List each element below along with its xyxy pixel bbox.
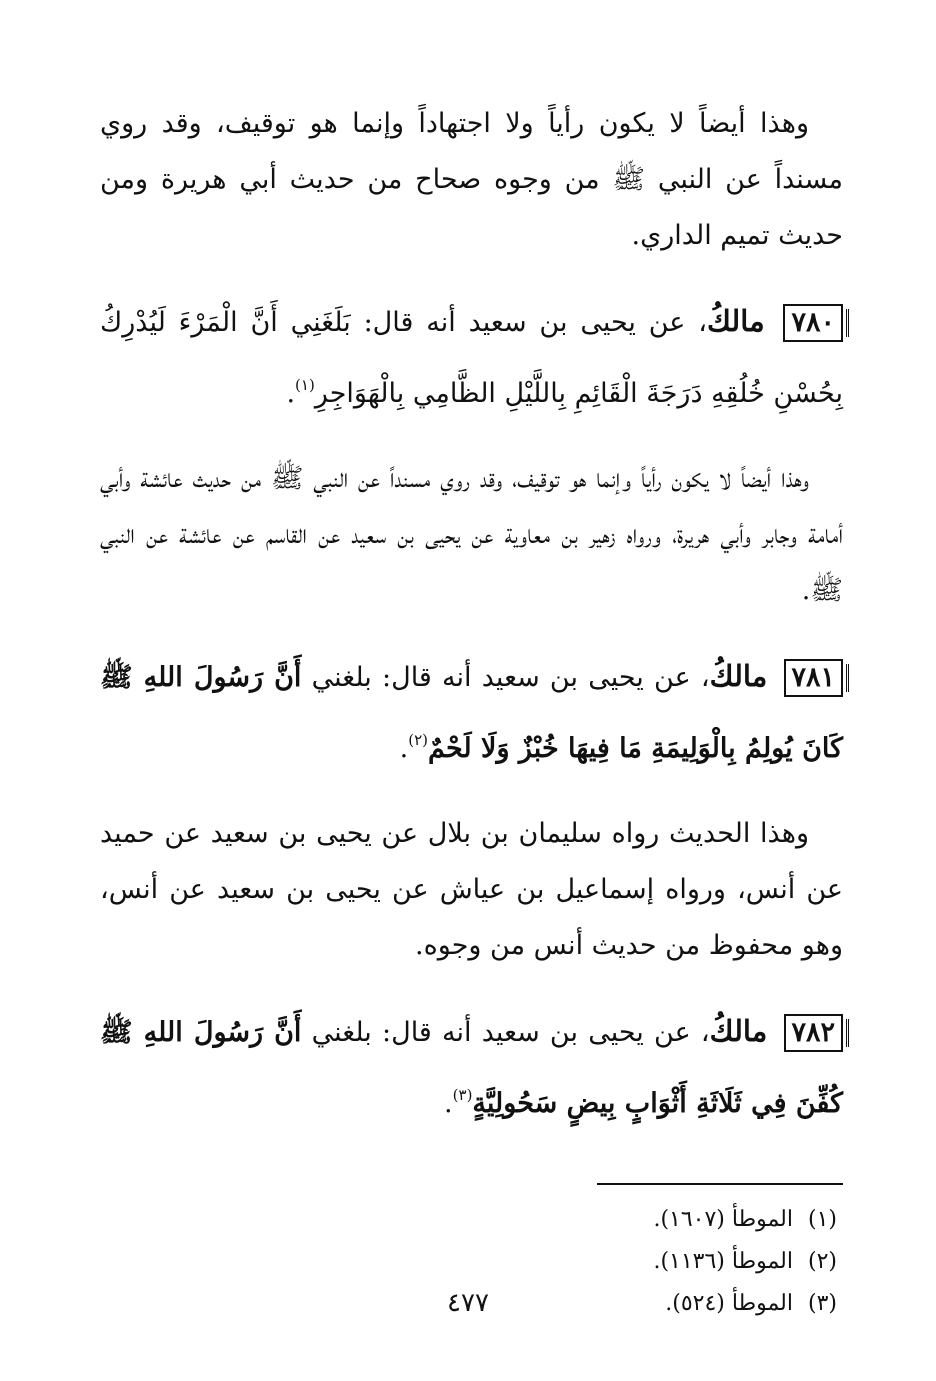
hadith-number-781: ٧٨١ bbox=[784, 659, 844, 697]
page-number: ٤٧٧ bbox=[447, 1288, 489, 1318]
footnote-divider bbox=[597, 1183, 843, 1185]
footnote-number: (٢) bbox=[807, 1249, 837, 1274]
hadith-text: أَنَّ رَسُولَ اللهِ ﷺ كَانَ يُولِمُ بِالْوَلِيمَةِ مَا فِيهَا خُبْزٌ وَلَا لَحْمٌ bbox=[100, 662, 843, 764]
narrator-malik: مالكُ bbox=[706, 304, 765, 338]
narrator-malik: مالكُ bbox=[709, 1014, 768, 1048]
hadith-end: . bbox=[399, 733, 409, 764]
footnote-2 bbox=[100, 1241, 843, 1283]
footnote-number: (٣) bbox=[807, 1291, 837, 1316]
hadith-text: بَلَغَنِي أَنَّ الْمَرْءَ لَيُدْرِكُ بِحُسْنِ خُلُقِهِ دَرَجَةَ الْقَائِمِ بِاللَّيْلِ الظَّامِي بِالْهَوَاجِرِ bbox=[100, 307, 843, 409]
hadith-chain: ، عن يحيى بن سعيد أنه قال: بلغني bbox=[301, 1017, 710, 1048]
hadith-number-780: ٧٨٠ bbox=[783, 304, 843, 342]
footnote-text: الموطأ (٥٢٤). bbox=[665, 1291, 793, 1316]
hadith-782 bbox=[100, 1000, 843, 1135]
commentary-781: وهذا الحديث رواه سليمان بن بلال عن يحيى بن سعيد عن حميد عن أنس، ورواه إسماعيل بن عياش عن يحيى بن سعيد عن أنس، وهو محفوظ من حديث أنس من وجوه. bbox=[100, 818, 843, 961]
footnote-ref: (٣) bbox=[452, 1086, 473, 1104]
footnote-ref: (١) bbox=[295, 376, 315, 394]
footnote-1 bbox=[100, 1199, 843, 1241]
footnote-number: (١) bbox=[807, 1207, 837, 1232]
hadith-781 bbox=[100, 645, 843, 780]
commentary-780: وهذا أيضاً لا يكون رأياً وإنما هو توقيف، وقد روي مسنداً عن النبي ﷺ من حديث عائشة وأبي أمامة وجابر وأبي هريرة، ورواه زهير بن معاوية عن يحيى بن سعيد عن القاسم عن عائشة عن النبي ﷺ. bbox=[100, 463, 843, 606]
footnote-ref: (٢) bbox=[408, 731, 429, 749]
commentary-779: وهذا أيضاً لا يكون رأياً ولا اجتهاداً وإنما هو توقيف، وقد روي مسنداً عن النبي ﷺ من وجوه صحاح من حديث أبي هريرة ومن حديث تميم الداري. bbox=[100, 108, 843, 251]
footnote-text: الموطأ (١١٣٦). bbox=[653, 1249, 793, 1274]
narrator-malik: مالكُ bbox=[709, 659, 768, 693]
footnote-text: الموطأ (١٦٠٧). bbox=[653, 1207, 793, 1232]
hadith-text: أَنَّ رَسُولَ اللهِ ﷺ كُفِّنَ فِي ثَلَاثَةِ أَثْوَابٍ بِيضٍ سَحُولِيَّةٍ bbox=[100, 1017, 843, 1119]
hadith-chain: ، عن يحيى بن سعيد أنه قال: بلغني bbox=[301, 662, 710, 693]
hadith-end: . bbox=[444, 1088, 453, 1119]
hadith-end: . bbox=[286, 378, 296, 409]
hadith-780 bbox=[100, 290, 843, 425]
hadith-number-782: ٧٨٢ bbox=[784, 1014, 844, 1052]
hadith-chain: ، عن يحيى بن سعيد أنه قال: bbox=[350, 307, 707, 338]
